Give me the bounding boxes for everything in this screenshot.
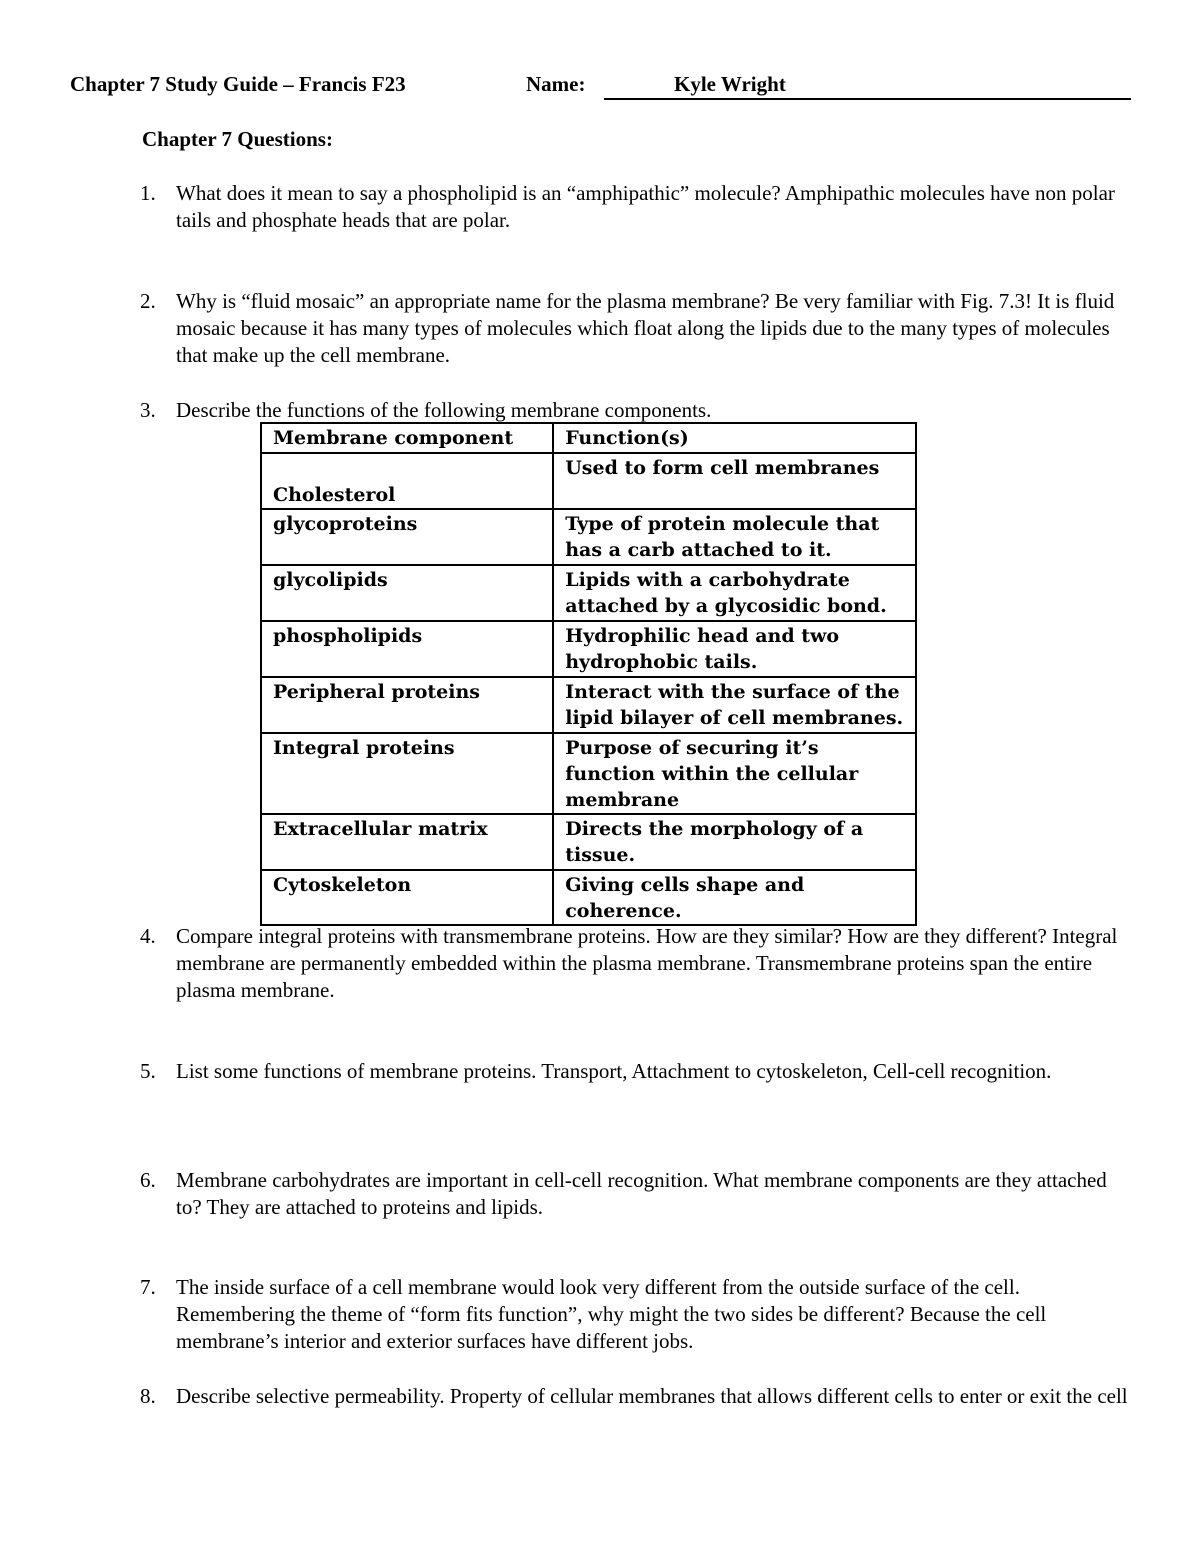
table-row: [261, 870, 916, 925]
table-header-cell: Membrane component: [261, 423, 553, 453]
name-line: [604, 72, 1131, 100]
function-cell: Giving cells shape and coherence.: [553, 870, 916, 925]
question-text: Compare integral proteins with transmembrane proteins. How are they similar? How are they different? Integral membrane are permanently embedded within the plasma membrane. Transmembrane proteins span the entire plasma membrane.: [176, 924, 1118, 1002]
table-row: [261, 733, 916, 814]
table-row: [261, 621, 916, 677]
table-row: [261, 565, 916, 621]
question-number: 4.: [140, 924, 156, 948]
function-cell: Lipids with a carbohydrate attached by a glycosidic bond.: [553, 565, 916, 621]
component-cell: Peripheral proteins: [261, 677, 553, 733]
function-cell: Directs the morphology of a tissue.: [553, 814, 916, 870]
component-cell: Cytoskeleton: [261, 870, 553, 925]
question-number: 5.: [140, 1059, 156, 1083]
name-label: Name:: [526, 72, 586, 96]
student-name: Kyle Wright: [674, 72, 786, 96]
component-cell: Cholesterol: [261, 453, 553, 509]
component-cell: glycoproteins: [261, 509, 553, 565]
function-cell: Interact with the surface of the lipid bilayer of cell membranes.: [553, 677, 916, 733]
table-row: [261, 814, 916, 870]
function-cell: Used to form cell membranes: [553, 453, 916, 509]
table-row: [261, 453, 916, 509]
question-number: 6.: [140, 1168, 156, 1192]
component-cell: Extracellular matrix: [261, 814, 553, 870]
question-text: List some functions of membrane proteins. Transport, Attachment to cytoskeleton, Cell-cell recognition.: [176, 1059, 1052, 1083]
question-text: Describe selective permeability. Property of cellular membranes that allows different cells to enter or exit the cell: [176, 1384, 1128, 1408]
section-title: Chapter 7 Questions:: [142, 127, 333, 151]
question-number: 2.: [140, 289, 156, 313]
question-number: 8.: [140, 1384, 156, 1408]
function-cell: Purpose of securing it’s function within the cellular membrane: [553, 733, 916, 814]
table-header-row: [261, 423, 916, 453]
question-number: 1.: [140, 181, 156, 205]
question-text: Membrane carbohydrates are important in cell-cell recognition. What membrane components are they attached to? They are attached to proteins and lipids.: [176, 1168, 1107, 1219]
function-cell: Hydrophilic head and two hydrophobic tails.: [553, 621, 916, 677]
table-header-cell: Function(s): [553, 423, 916, 453]
component-cell: Integral proteins: [261, 733, 553, 814]
question-text: What does it mean to say a phospholipid is an “amphipathic” molecule? Amphipathic molecules have non polar tails and phosphate heads that are polar.: [176, 181, 1115, 232]
membrane-components-table: [260, 422, 917, 926]
question-number: 3.: [140, 398, 156, 422]
table-row: [261, 677, 916, 733]
document-title: Chapter 7 Study Guide – Francis F23: [70, 72, 406, 96]
component-cell: phospholipids: [261, 621, 553, 677]
page-header: [70, 72, 1132, 102]
table-row: [261, 509, 916, 565]
component-cell: glycolipids: [261, 565, 553, 621]
question-text: The inside surface of a cell membrane would look very different from the outside surface of the cell. Remembering the theme of “form fits function”, why might the two sides be different? Because the cell membrane’s interior and exterior surfaces have different jobs.: [176, 1275, 1047, 1353]
question-number: 7.: [140, 1275, 156, 1299]
function-cell: Type of protein molecule that has a carb attached to it.: [553, 509, 916, 565]
question-text: Why is “fluid mosaic” an appropriate name for the plasma membrane? Be very familiar with Fig. 7.3! It is fluid mosaic because it has many types of molecules which float along the lipids due to the many types of molecules that make up the cell membrane.: [176, 289, 1115, 367]
question-text: Describe the functions of the following membrane components.: [176, 398, 712, 422]
